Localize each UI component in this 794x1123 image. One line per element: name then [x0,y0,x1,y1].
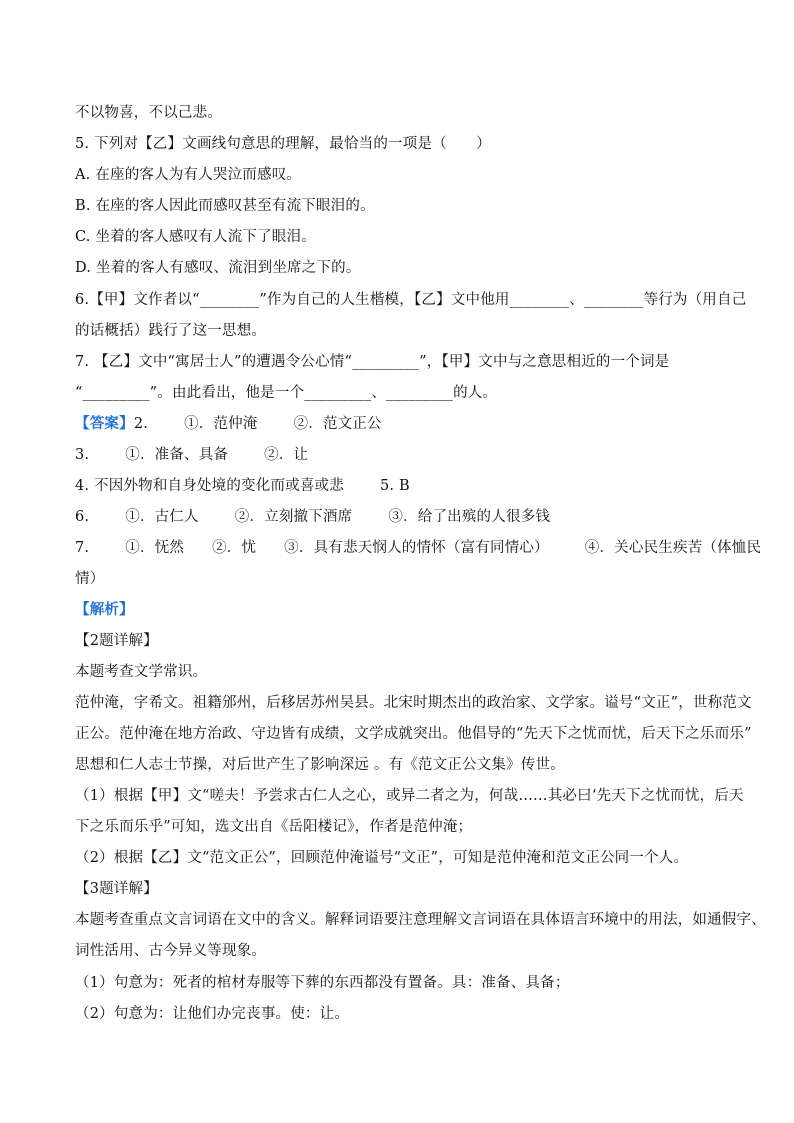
answer-item: ①．准备、具备 [125,447,229,463]
paragraph: 思想和仁人志士节操，对后世产生了影响深远 。有《范文正公文集》传世。 [75,757,565,773]
answer-line-3 [75,445,725,465]
option-b: B. 在座的客人因此而感叹甚至有流下眼泪的。 [75,198,375,214]
paragraph: 本题考查重点文言词语在文中的含义。解释词语要注意理解文言词语在具体语言环境中的用法，如通假字、 [75,912,766,928]
section-heading: 【3题详解】 [75,881,158,897]
answer-line-6 [75,507,725,527]
option-a: A. 在座的客人为有人哭泣而感叹。 [75,167,302,183]
paragraph: （2）句意为：让他们办完丧事。使：让。 [75,1006,350,1022]
answer-line-7-cont: 情） [75,571,105,587]
paragraph: （1）句意为：死者的棺材寿服等下葬的东西都没有置备。具：准备、具备； [75,975,570,991]
answer-item: ③．具有悲天悯人的情怀（富有同情心） [284,540,549,556]
answer-item: ②．立刻撤下酒席 [234,509,353,525]
answer-line-2 [75,414,725,434]
answer-item: ②．让 [264,447,309,463]
section-heading: 【2题详解】 [75,633,158,649]
option-d: D. 坐着的客人有感叹、流泪到坐席之下的。 [75,260,361,276]
question-6: 6.【甲】文作者以“________”作为自己的人生楷模，【乙】文中他用________、________等行为（用自己 [75,292,747,308]
answer-num: 7. [75,540,90,556]
text-line: 不以物喜，不以己悲。 [75,105,222,121]
analysis-tag-text: 【解析】 [75,601,134,618]
question-5: 5. 下列对【乙】文画线句意思的理解，最恰当的一项是（ ） [75,136,491,152]
question-7: 7. 【乙】文中“寓居士人”的遭遇令公心情“_________”，【甲】文中与之意思相近的一个词是 [75,354,670,370]
answer-line-7 [75,538,762,558]
option-c: C. 坐着的客人感叹有人流下了眼泪。 [75,229,316,245]
question-6-cont: 的话概括）践行了这一思想。 [75,323,267,339]
analysis-tag [75,600,725,620]
answer-item: ①．古仁人 [125,509,199,525]
answer-item: ③．给了出殡的人很多钱 [388,509,551,525]
paragraph: 本题考查文学常识。 [75,664,208,680]
question-7-cont: “_________”。由此看出，他是一个_________、_________的人。 [75,385,498,401]
paragraph: 词性活用、古今异义等现象。 [75,943,267,959]
answer-tag: 【答案】 [75,415,134,432]
answer-num: 2. [133,416,149,432]
paragraph: （2）根据【乙】文“范文正公”，回顾范仲淹谥号“文正”，可知是范仲淹和范文正公同一个人。 [75,850,689,866]
answer-item: ②．忧 [212,540,257,556]
paragraph: 下之乐而乐乎”可知，选文出自《岳阳楼记》，作者是范仲淹； [75,819,473,835]
answer-item: ①．怃然 [125,540,185,556]
answer-item: ④．关心民生疾苦（体恤民 [584,540,762,556]
answer-item: 5. B [379,478,410,494]
answer-item: ②．范文正公 [293,416,382,432]
paragraph: （1）根据【甲】文“嗟夫！予尝求古仁人之心，或异二者之为，何哉……其必曰‘先天下之忧而忧，后天 [75,788,744,804]
answer-line-4 [75,476,725,496]
answer-item: 4. 不因外物和自身处境的变化而或喜或悲 [75,478,344,494]
paragraph: 正公。范仲淹在地方治政、守边皆有成绩，文学成就突出。他倡导的“先天下之忧而忧，后天下之乐而乐” [75,726,752,742]
answer-num: 6. [75,509,90,525]
answer-num: 3. [75,447,90,463]
answer-item: ①．范仲淹 [184,416,258,432]
paragraph: 范仲淹，字希文。祖籍邠州，后移居苏州吴县。北宋时期杰出的政治家、文学家。谥号“文正”，世称范文 [75,695,752,711]
